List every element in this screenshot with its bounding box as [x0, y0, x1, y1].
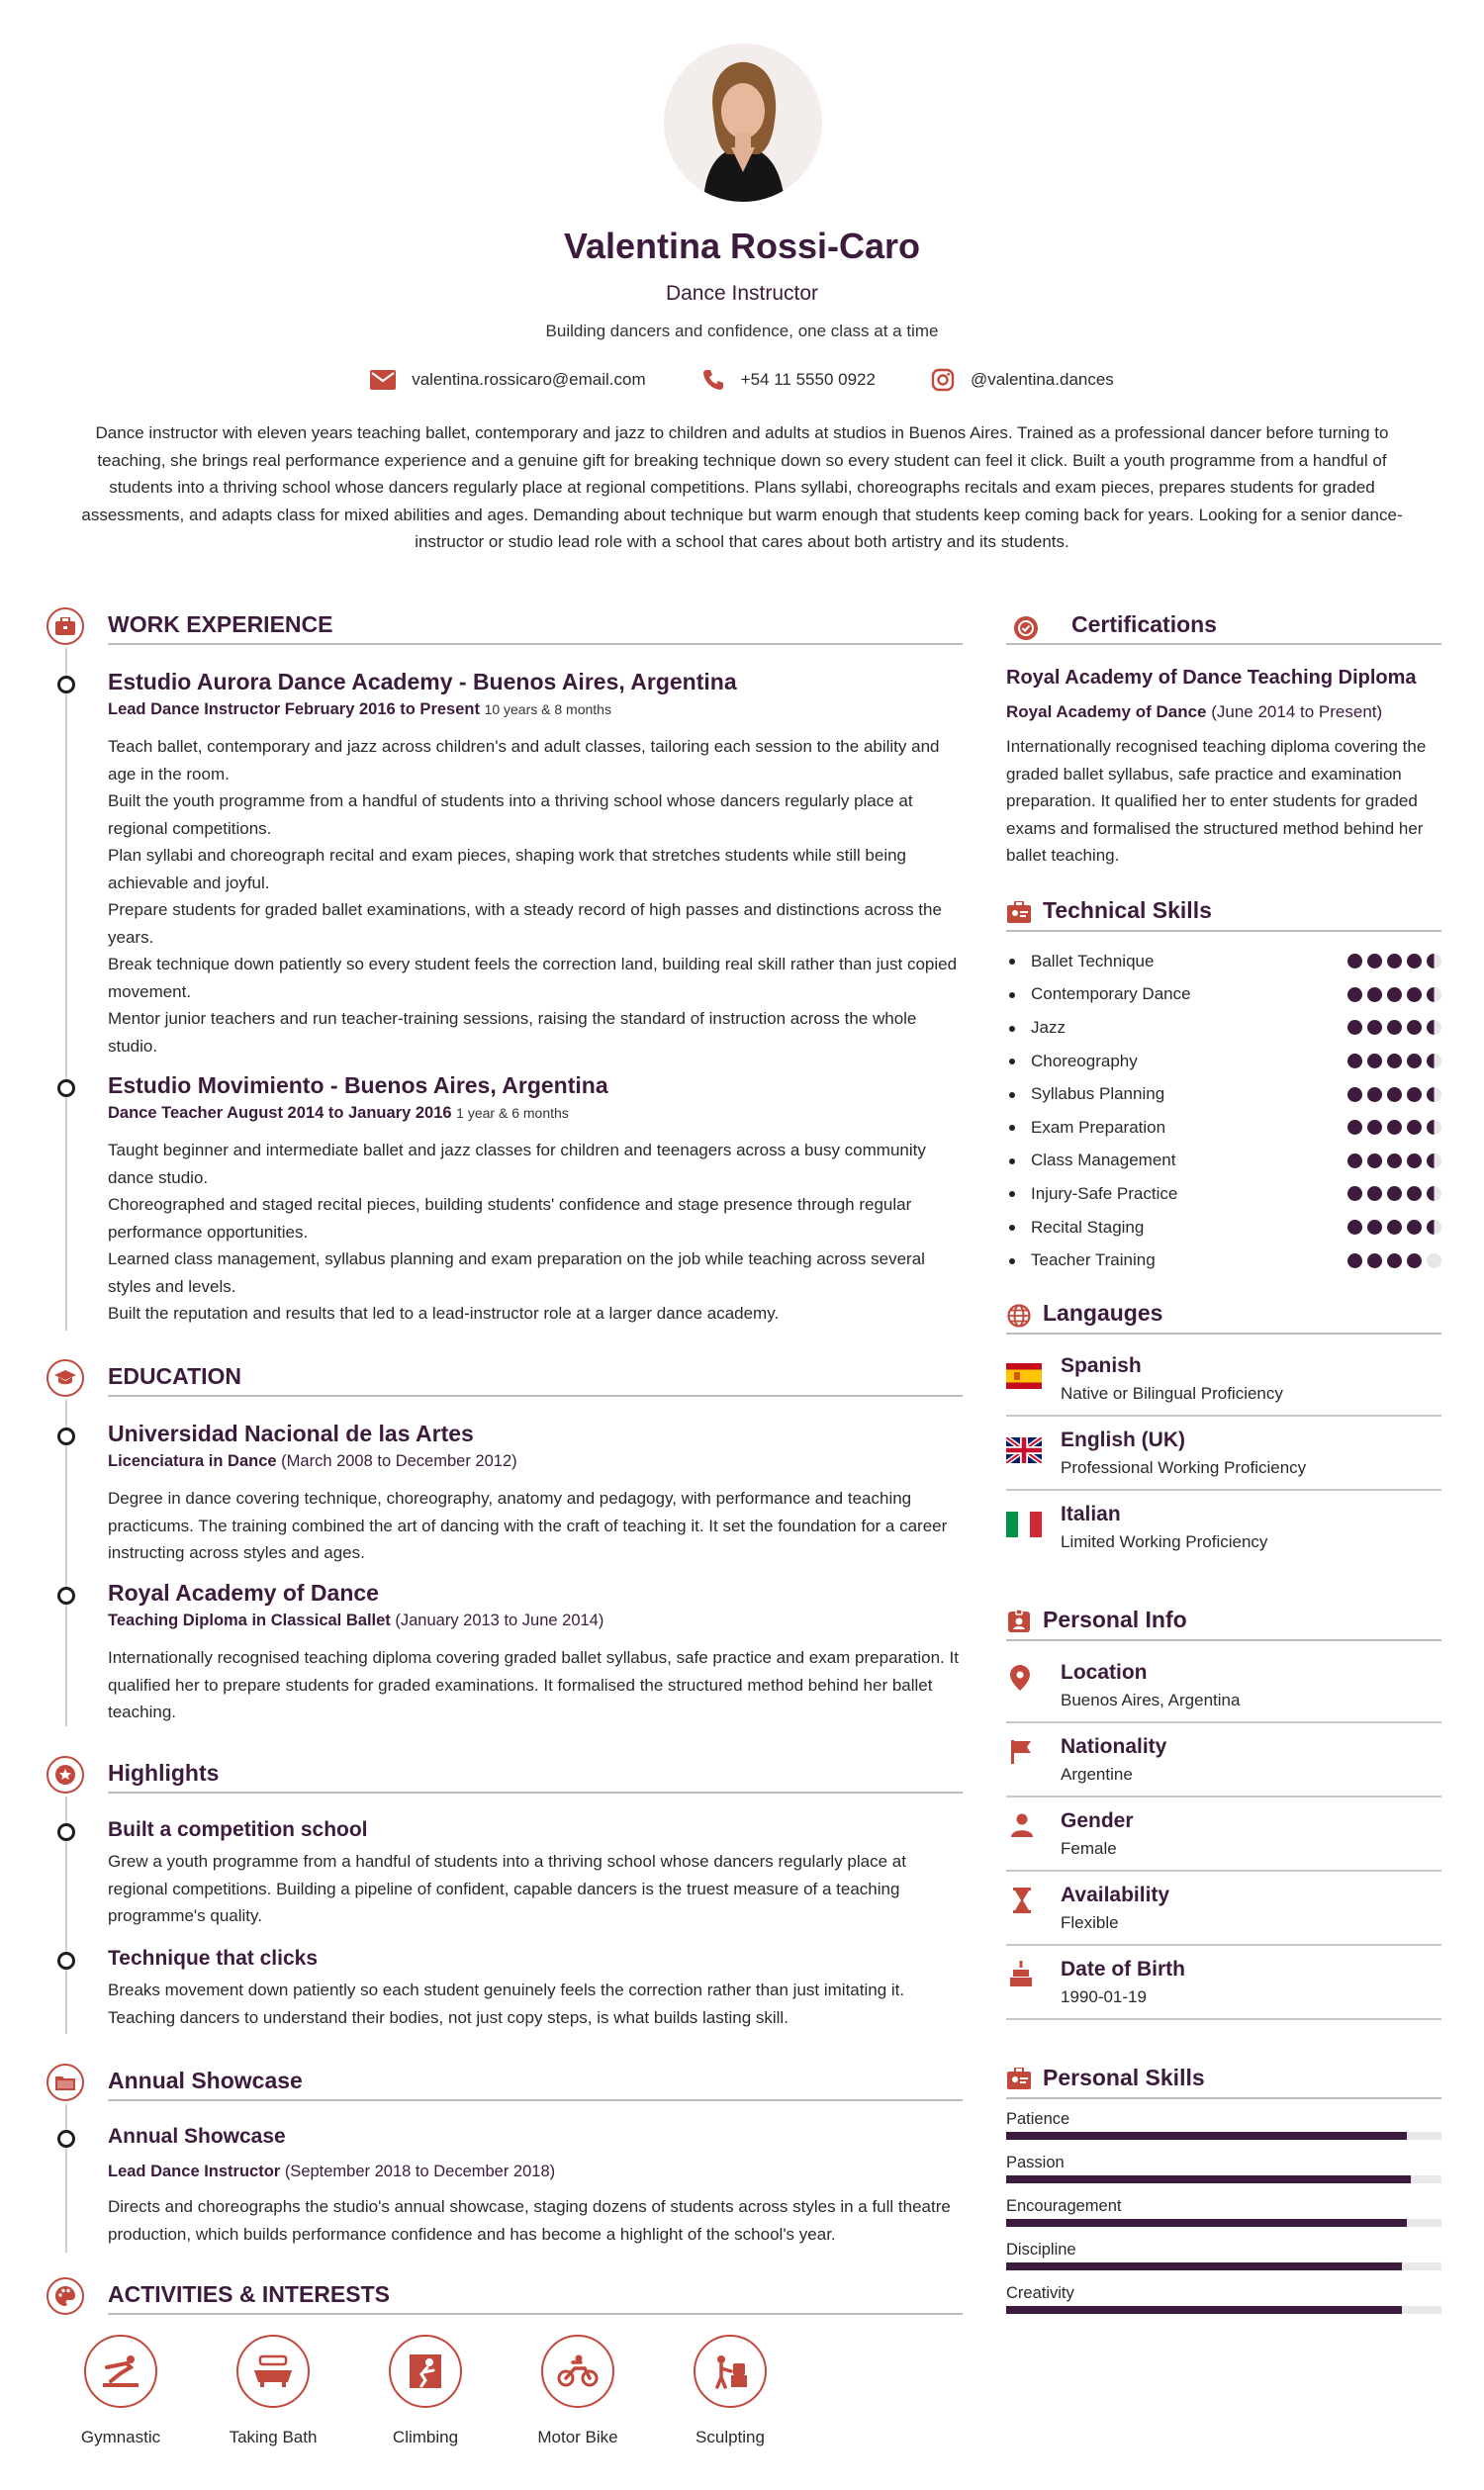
job-bullet: Built the youth programme from a handful of students into a thriving school whose dancers regularly place at regional competitions. [108, 791, 913, 838]
rating-dot [1407, 1253, 1422, 1268]
technical-skill-name [1009, 1052, 1138, 1071]
activity-item [61, 2335, 180, 2447]
degree [108, 1612, 603, 1630]
person-icon [1011, 1813, 1033, 1842]
bullet-icon [1009, 1158, 1015, 1164]
folder-icon [46, 2064, 84, 2101]
bullet-icon [1009, 1225, 1015, 1231]
rating-dot [1367, 1087, 1382, 1102]
personal-skill-label: Passion [1006, 2154, 1065, 2171]
personal-skill-label: Patience [1006, 2110, 1070, 2128]
rating-dot [1427, 1220, 1441, 1235]
rating-dot [1427, 987, 1441, 1002]
email-text: valentina.rossicaro@email.com [412, 370, 646, 389]
degree [108, 1452, 517, 1471]
personal-skill-label: Creativity [1006, 2284, 1074, 2302]
activities-list [61, 2335, 789, 2447]
rating-dot [1407, 1220, 1422, 1235]
showcase-role-text: Lead Dance Instructor [108, 2163, 281, 2180]
job-role-text: Lead Dance Instructor February 2016 to Present [108, 700, 480, 718]
id-badge-icon [1007, 901, 1031, 928]
job-description [108, 1137, 971, 1328]
rating-dot [1367, 1054, 1382, 1068]
info-label: Gender [1061, 1809, 1134, 1832]
degree-text: Licenciatura in Dance [108, 1452, 277, 1470]
school-name: Royal Academy of Dance [108, 1580, 379, 1606]
technical-skill-name [1009, 1084, 1164, 1104]
activity-label: Gymnastic [80, 2428, 161, 2446]
technical-skill-label: Exam Preparation [1031, 1117, 1166, 1137]
rating-dot [1387, 1087, 1402, 1102]
skill-bar-fill [1006, 2132, 1407, 2140]
personal-skill-label: Discipline [1006, 2241, 1076, 2259]
technical-skill-row [1009, 1244, 1441, 1277]
showcase-divider [108, 2099, 963, 2101]
rating-dot [1367, 954, 1382, 968]
technical-skill-label: Syllabus Planning [1031, 1084, 1165, 1104]
job-bullet: Choreographed and staged recital pieces, building students' confidence and stage presence through regular performance opportunities. [108, 1195, 912, 1242]
job-bullet: Taught beginner and intermediate ballet and jazz classes for children and teenagers across a busy community dance studio. [108, 1141, 926, 1187]
certification-issuer-name: Royal Academy of Dance [1006, 702, 1207, 721]
star-badge-icon [46, 1756, 84, 1794]
technical-skill-row [1009, 1177, 1441, 1211]
globe-icon [1007, 1304, 1031, 1333]
technical-skill-name [1009, 1184, 1177, 1204]
contact-phone[interactable] [701, 368, 876, 392]
education-timeline [65, 1400, 67, 1726]
rating-dot [1367, 1220, 1382, 1235]
activity-label: Taking Bath [229, 2428, 318, 2446]
personal-skill-label: Encouragement [1006, 2197, 1122, 2215]
language-name: Spanish [1061, 1354, 1142, 1377]
skill-bar-track [1006, 2132, 1441, 2140]
technical-skill-row [1009, 1211, 1441, 1245]
rating-dot [1347, 1120, 1362, 1135]
rating-dot [1387, 1120, 1402, 1135]
instagram-text: @valentina.dances [970, 370, 1114, 389]
personal-skill-item [1006, 2197, 1441, 2227]
education-section-title: EDUCATION [108, 1363, 242, 1389]
activity-item [366, 2335, 485, 2447]
info-label: Nationality [1061, 1735, 1167, 1758]
degree-text: Teaching Diploma in Classical Ballet [108, 1612, 391, 1629]
info-value: Female [1061, 1839, 1117, 1858]
activity-item [214, 2335, 332, 2447]
uk-flag [1006, 1437, 1042, 1468]
technical-skills-divider [1006, 930, 1441, 932]
timeline-dot [57, 1823, 75, 1841]
showcase-section-title: Annual Showcase [108, 2068, 303, 2093]
degree-description: Internationally recognised teaching diploma covering graded ballet syllabus, safe practice and exam preparation. It qualified her to prepare students for graded examinations. It formalised the structured method behind her ballet teaching. [108, 1648, 959, 1721]
rating-dot [1427, 1020, 1441, 1035]
rating-dot [1387, 1220, 1402, 1235]
rating-dot [1407, 1020, 1422, 1035]
info-divider [1006, 2018, 1441, 2020]
technical-skill-row [1009, 1077, 1441, 1111]
job-bullet: Plan syllabi and choreograph recital and exam pieces, shaping work that stretches students while still being achievable and joyful. [108, 846, 907, 892]
contact-bar [0, 368, 1484, 392]
work-divider [108, 643, 963, 645]
degree-dates: (March 2008 to December 2012) [281, 1452, 517, 1470]
rating-dot [1347, 1020, 1362, 1035]
info-divider [1006, 1944, 1441, 1946]
info-value: 1990-01-19 [1061, 1987, 1147, 2006]
info-divider [1006, 1721, 1441, 1723]
employer-name: Estudio Movimiento - Buenos Aires, Argentina [108, 1072, 608, 1098]
rating-dot [1427, 1054, 1441, 1068]
technical-skill-row [1009, 945, 1441, 978]
certifications-divider [1006, 643, 1441, 645]
italy-flag [1006, 1512, 1042, 1542]
skill-rating [1347, 1087, 1441, 1102]
skill-bar-track [1006, 2306, 1441, 2314]
technical-skill-label: Jazz [1031, 1017, 1066, 1037]
showcase-timeline [65, 2104, 67, 2253]
timeline-dot [57, 1587, 75, 1605]
rating-dot [1387, 1186, 1402, 1201]
rating-dot [1427, 1120, 1441, 1135]
highlights-divider [108, 1792, 963, 1794]
rating-dot [1367, 1253, 1382, 1268]
technical-skill-label: Contemporary Dance [1031, 984, 1191, 1004]
info-divider [1006, 1870, 1441, 1872]
degree-dates: (January 2013 to June 2014) [395, 1612, 604, 1629]
rating-dot [1427, 1153, 1441, 1168]
certification-dates: (June 2014 to Present) [1211, 702, 1383, 721]
rating-dot [1407, 1186, 1422, 1201]
language-level: Limited Working Proficiency [1061, 1532, 1268, 1551]
gymnastics-icon [84, 2335, 157, 2408]
skill-bar-track [1006, 2219, 1441, 2227]
technical-skills-section-title: Technical Skills [1043, 897, 1212, 923]
bullet-icon [1009, 959, 1015, 965]
technical-skill-name [1009, 1018, 1066, 1038]
job-description [108, 733, 971, 1060]
bullet-icon [1009, 1191, 1015, 1197]
skill-rating [1347, 987, 1441, 1002]
technical-skill-row [1009, 1045, 1441, 1078]
rating-dot [1407, 1153, 1422, 1168]
personal-skills-divider [1006, 2097, 1441, 2099]
profile-photo [664, 44, 822, 202]
language-level: Professional Working Proficiency [1061, 1458, 1307, 1477]
skill-rating [1347, 954, 1441, 968]
id-badge-icon [1007, 2068, 1031, 2094]
cake-icon [1010, 1961, 1032, 1991]
job-role [108, 700, 611, 719]
instagram-icon [931, 368, 955, 392]
skill-rating [1347, 1120, 1441, 1135]
job-duration: 10 years & 8 months [484, 701, 611, 717]
skill-rating [1347, 1220, 1441, 1235]
info-value: Buenos Aires, Argentina [1061, 1691, 1241, 1709]
info-label: Location [1061, 1661, 1148, 1684]
motorbike-icon [541, 2335, 614, 2408]
job-role [108, 1104, 569, 1123]
rating-dot [1367, 1120, 1382, 1135]
certification-issuer [1006, 702, 1382, 722]
languages-divider [1006, 1333, 1441, 1335]
highlight-text: Breaks movement down patiently so each student genuinely feels the correction rather than just imitating it. Teaching dancers to understand their bodies, not just copy steps, is what builds lasting skill. [108, 1981, 905, 2027]
info-label: Date of Birth [1061, 1958, 1185, 1981]
skill-bar-track [1006, 2262, 1441, 2270]
rating-dot [1367, 987, 1382, 1002]
briefcase-icon [46, 607, 84, 645]
rating-dot [1407, 1120, 1422, 1135]
activity-item [518, 2335, 637, 2447]
showcase-text: Directs and choreographs the studio's annual showcase, staging dozens of students across styles in a full theatre production, which builds performance confidence and has become a highlight of the school's year. [108, 2197, 951, 2244]
bullet-icon [1009, 992, 1015, 998]
certification-name: Royal Academy of Dance Teaching Diploma [1006, 667, 1417, 689]
location-pin-icon [1010, 1665, 1030, 1696]
phone-icon [701, 368, 725, 392]
rating-dot [1347, 1253, 1362, 1268]
school-name: Universidad Nacional de las Artes [108, 1421, 474, 1446]
languages-section-title: Langauges [1043, 1300, 1163, 1326]
bullet-icon [1009, 1092, 1015, 1098]
rating-dot [1367, 1020, 1382, 1035]
activities-divider [108, 2313, 963, 2315]
technical-skill-name [1009, 1250, 1156, 1270]
timeline-dot [57, 1952, 75, 1970]
activities-section-title: ACTIVITIES & INTERESTS [108, 2281, 390, 2307]
technical-skill-name [1009, 1118, 1165, 1138]
highlights-section-title: Highlights [108, 1760, 220, 1786]
rating-dot [1407, 1054, 1422, 1068]
personal-skill-item [1006, 2154, 1441, 2183]
skill-rating [1347, 1020, 1441, 1035]
contact-card-icon [1007, 1610, 1031, 1638]
profile-summary: Dance instructor with eleven years teaching ballet, contemporary and jazz to children and adults at studios in Buenos Aires. Trained as a professional dancer before turning to teaching, she brings real performance experience and a genuine gift for breaking technique down so every student can feel it click. Built a youth programme from a handful of students into a thriving school whose dancers regularly place at regional competitions. Plans syllabi, choreographs recitals and exam pieces, prepares students for graded assessments, and adapts class for mixed abilities and ages. Demanding about technique but warm enough that students keep coming back for years. Looking for a senior dance-instructor or studio lead role with a school that cares about both artistry and its students. [81, 423, 1403, 551]
technical-skill-label: Ballet Technique [1031, 951, 1155, 970]
technical-skill-row [1009, 1145, 1441, 1178]
rating-dot [1407, 1087, 1422, 1102]
rating-dot [1347, 1186, 1362, 1201]
rating-dot [1427, 1186, 1441, 1201]
job-bullet: Break technique down patiently so every student feels the correction land, building real skill rather than just copied movement. [108, 955, 958, 1001]
graduation-cap-icon [46, 1359, 84, 1397]
sculpting-icon [694, 2335, 767, 2408]
showcase-dates: (September 2018 to December 2018) [284, 2163, 556, 2180]
personal-skill-item [1006, 2241, 1441, 2270]
hourglass-icon [1013, 1888, 1031, 1918]
technical-skill-name [1009, 952, 1154, 971]
info-value: Flexible [1061, 1913, 1119, 1932]
bullet-icon [1009, 1026, 1015, 1032]
degree-description: Degree in dance covering technique, choreography, anatomy and pedagogy, with performance and teaching practicums. The training combined the art of dancing with the craft of teaching it. It set the foundation for a career instructing across styles and ages. [108, 1489, 948, 1562]
skill-rating [1347, 1153, 1441, 1168]
job-role-text: Dance Teacher August 2014 to January 2016 [108, 1104, 452, 1122]
activity-item [671, 2335, 789, 2447]
timeline-dot [57, 676, 75, 693]
rating-dot [1387, 954, 1402, 968]
rating-dot [1347, 1054, 1362, 1068]
technical-skill-label: Recital Staging [1031, 1217, 1145, 1237]
info-value: Argentine [1061, 1765, 1133, 1784]
technical-skill-name [1009, 1218, 1144, 1238]
skill-bar-track [1006, 2175, 1441, 2183]
timeline-dot [57, 1428, 75, 1445]
climbing-icon [389, 2335, 462, 2408]
highlight-text: Grew a youth programme from a handful of students into a thriving school whose dancers regularly place at regional competitions. Building a pipeline of confident, capable dancers is the truest measure of a teaching programme's quality. [108, 1852, 906, 1925]
technical-skill-row [1009, 1011, 1441, 1045]
skill-rating [1347, 1186, 1441, 1201]
rating-dot [1407, 987, 1422, 1002]
rating-dot [1387, 987, 1402, 1002]
technical-skill-name [1009, 984, 1191, 1004]
technical-skills-list [1009, 945, 1441, 1277]
personal-skills-section-title: Personal Skills [1043, 2065, 1205, 2090]
work-timeline [65, 648, 67, 1331]
spain-flag [1006, 1363, 1042, 1394]
employer-name: Estudio Aurora Dance Academy - Buenos Aires, Argentina [108, 669, 737, 694]
flag-icon [1011, 1740, 1033, 1769]
rating-dot [1347, 1220, 1362, 1235]
technical-skill-label: Teacher Training [1031, 1250, 1156, 1270]
contact-email[interactable] [370, 368, 645, 392]
rating-dot [1387, 1253, 1402, 1268]
job-bullet: Learned class management, syllabus planning and exam preparation on the job while teaching across several styles and levels. [108, 1249, 925, 1296]
skill-bar-fill [1006, 2262, 1402, 2270]
rating-dot [1387, 1054, 1402, 1068]
language-divider [1006, 1415, 1441, 1417]
rating-dot [1367, 1186, 1382, 1201]
rating-dot [1427, 1087, 1441, 1102]
personal-skill-item [1006, 2110, 1441, 2140]
technical-skill-label: Class Management [1031, 1151, 1176, 1170]
technical-skill-label: Choreography [1031, 1051, 1138, 1070]
showcase-item-title: Annual Showcase [108, 2125, 286, 2148]
rating-dot [1347, 987, 1362, 1002]
candidate-name: Valentina Rossi-Caro [563, 226, 921, 266]
rating-dot [1427, 1253, 1441, 1268]
certificate-badge-icon [1013, 615, 1039, 646]
activity-label: Motor Bike [537, 2428, 618, 2446]
timeline-dot [57, 2130, 75, 2148]
language-level: Native or Bilingual Proficiency [1061, 1384, 1283, 1403]
showcase-role [108, 2163, 555, 2181]
palette-icon [46, 2277, 84, 2315]
rating-dot [1387, 1153, 1402, 1168]
rating-dot [1347, 1087, 1362, 1102]
skill-bar-fill [1006, 2219, 1407, 2227]
highlight-title: Technique that clicks [108, 1947, 318, 1970]
personal-info-section-title: Personal Info [1043, 1607, 1187, 1632]
bullet-icon [1009, 1258, 1015, 1264]
rating-dot [1427, 954, 1441, 968]
job-bullet: Built the reputation and results that led to a lead-instructor role at a larger dance academy. [108, 1304, 780, 1323]
job-bullet: Teach ballet, contemporary and jazz across children's and adult classes, tailoring each session to the ability and age in the room. [108, 737, 940, 784]
rating-dot [1347, 954, 1362, 968]
skill-rating [1347, 1253, 1441, 1268]
job-bullet: Mentor junior teachers and run teacher-training sessions, raising the standard of instruction across the whole studio. [108, 1009, 917, 1056]
rating-dot [1387, 1020, 1402, 1035]
skill-bar-fill [1006, 2306, 1402, 2314]
technical-skill-name [1009, 1151, 1175, 1170]
certifications-section-title: Certifications [1071, 611, 1217, 637]
activity-label: Climbing [392, 2428, 459, 2446]
technical-skill-row [1009, 978, 1441, 1012]
email-icon [370, 370, 396, 390]
job-bullet: Prepare students for graded ballet examinations, with a steady record of high passes and distinctions across the years. [108, 900, 942, 947]
skill-bar-fill [1006, 2175, 1411, 2183]
job-duration: 1 year & 6 months [456, 1105, 569, 1121]
tagline: Building dancers and confidence, one class at a time [545, 322, 939, 340]
phone-text: +54 11 5550 0922 [740, 370, 876, 389]
technical-skill-row [1009, 1111, 1441, 1145]
language-divider [1006, 1489, 1441, 1491]
education-divider [108, 1395, 963, 1397]
job-title: Dance Instructor [665, 282, 819, 305]
personal-info-divider [1006, 1639, 1441, 1641]
rating-dot [1347, 1153, 1362, 1168]
work-section-title: WORK EXPERIENCE [108, 611, 333, 637]
language-name: Italian [1061, 1503, 1121, 1525]
personal-skills-list [1006, 2110, 1441, 2328]
certification-text: Internationally recognised teaching diploma covering the graded ballet syllabus, safe practice and examination preparation. It qualified her to enter students for graded exams and formalised the structured method behind her ballet teaching. [1006, 737, 1427, 865]
rating-dot [1367, 1153, 1382, 1168]
info-label: Availability [1061, 1884, 1170, 1906]
contact-instagram[interactable] [931, 368, 1114, 392]
technical-skill-label: Injury-Safe Practice [1031, 1183, 1178, 1203]
info-divider [1006, 1796, 1441, 1798]
timeline-dot [57, 1079, 75, 1097]
skill-rating [1347, 1054, 1441, 1068]
personal-skill-item [1006, 2284, 1441, 2314]
language-name: English (UK) [1061, 1429, 1185, 1451]
bullet-icon [1009, 1125, 1015, 1131]
bath-icon [236, 2335, 310, 2408]
activity-label: Sculpting [696, 2428, 765, 2446]
bullet-icon [1009, 1059, 1015, 1064]
highlight-title: Built a competition school [108, 1818, 368, 1841]
rating-dot [1407, 954, 1422, 968]
